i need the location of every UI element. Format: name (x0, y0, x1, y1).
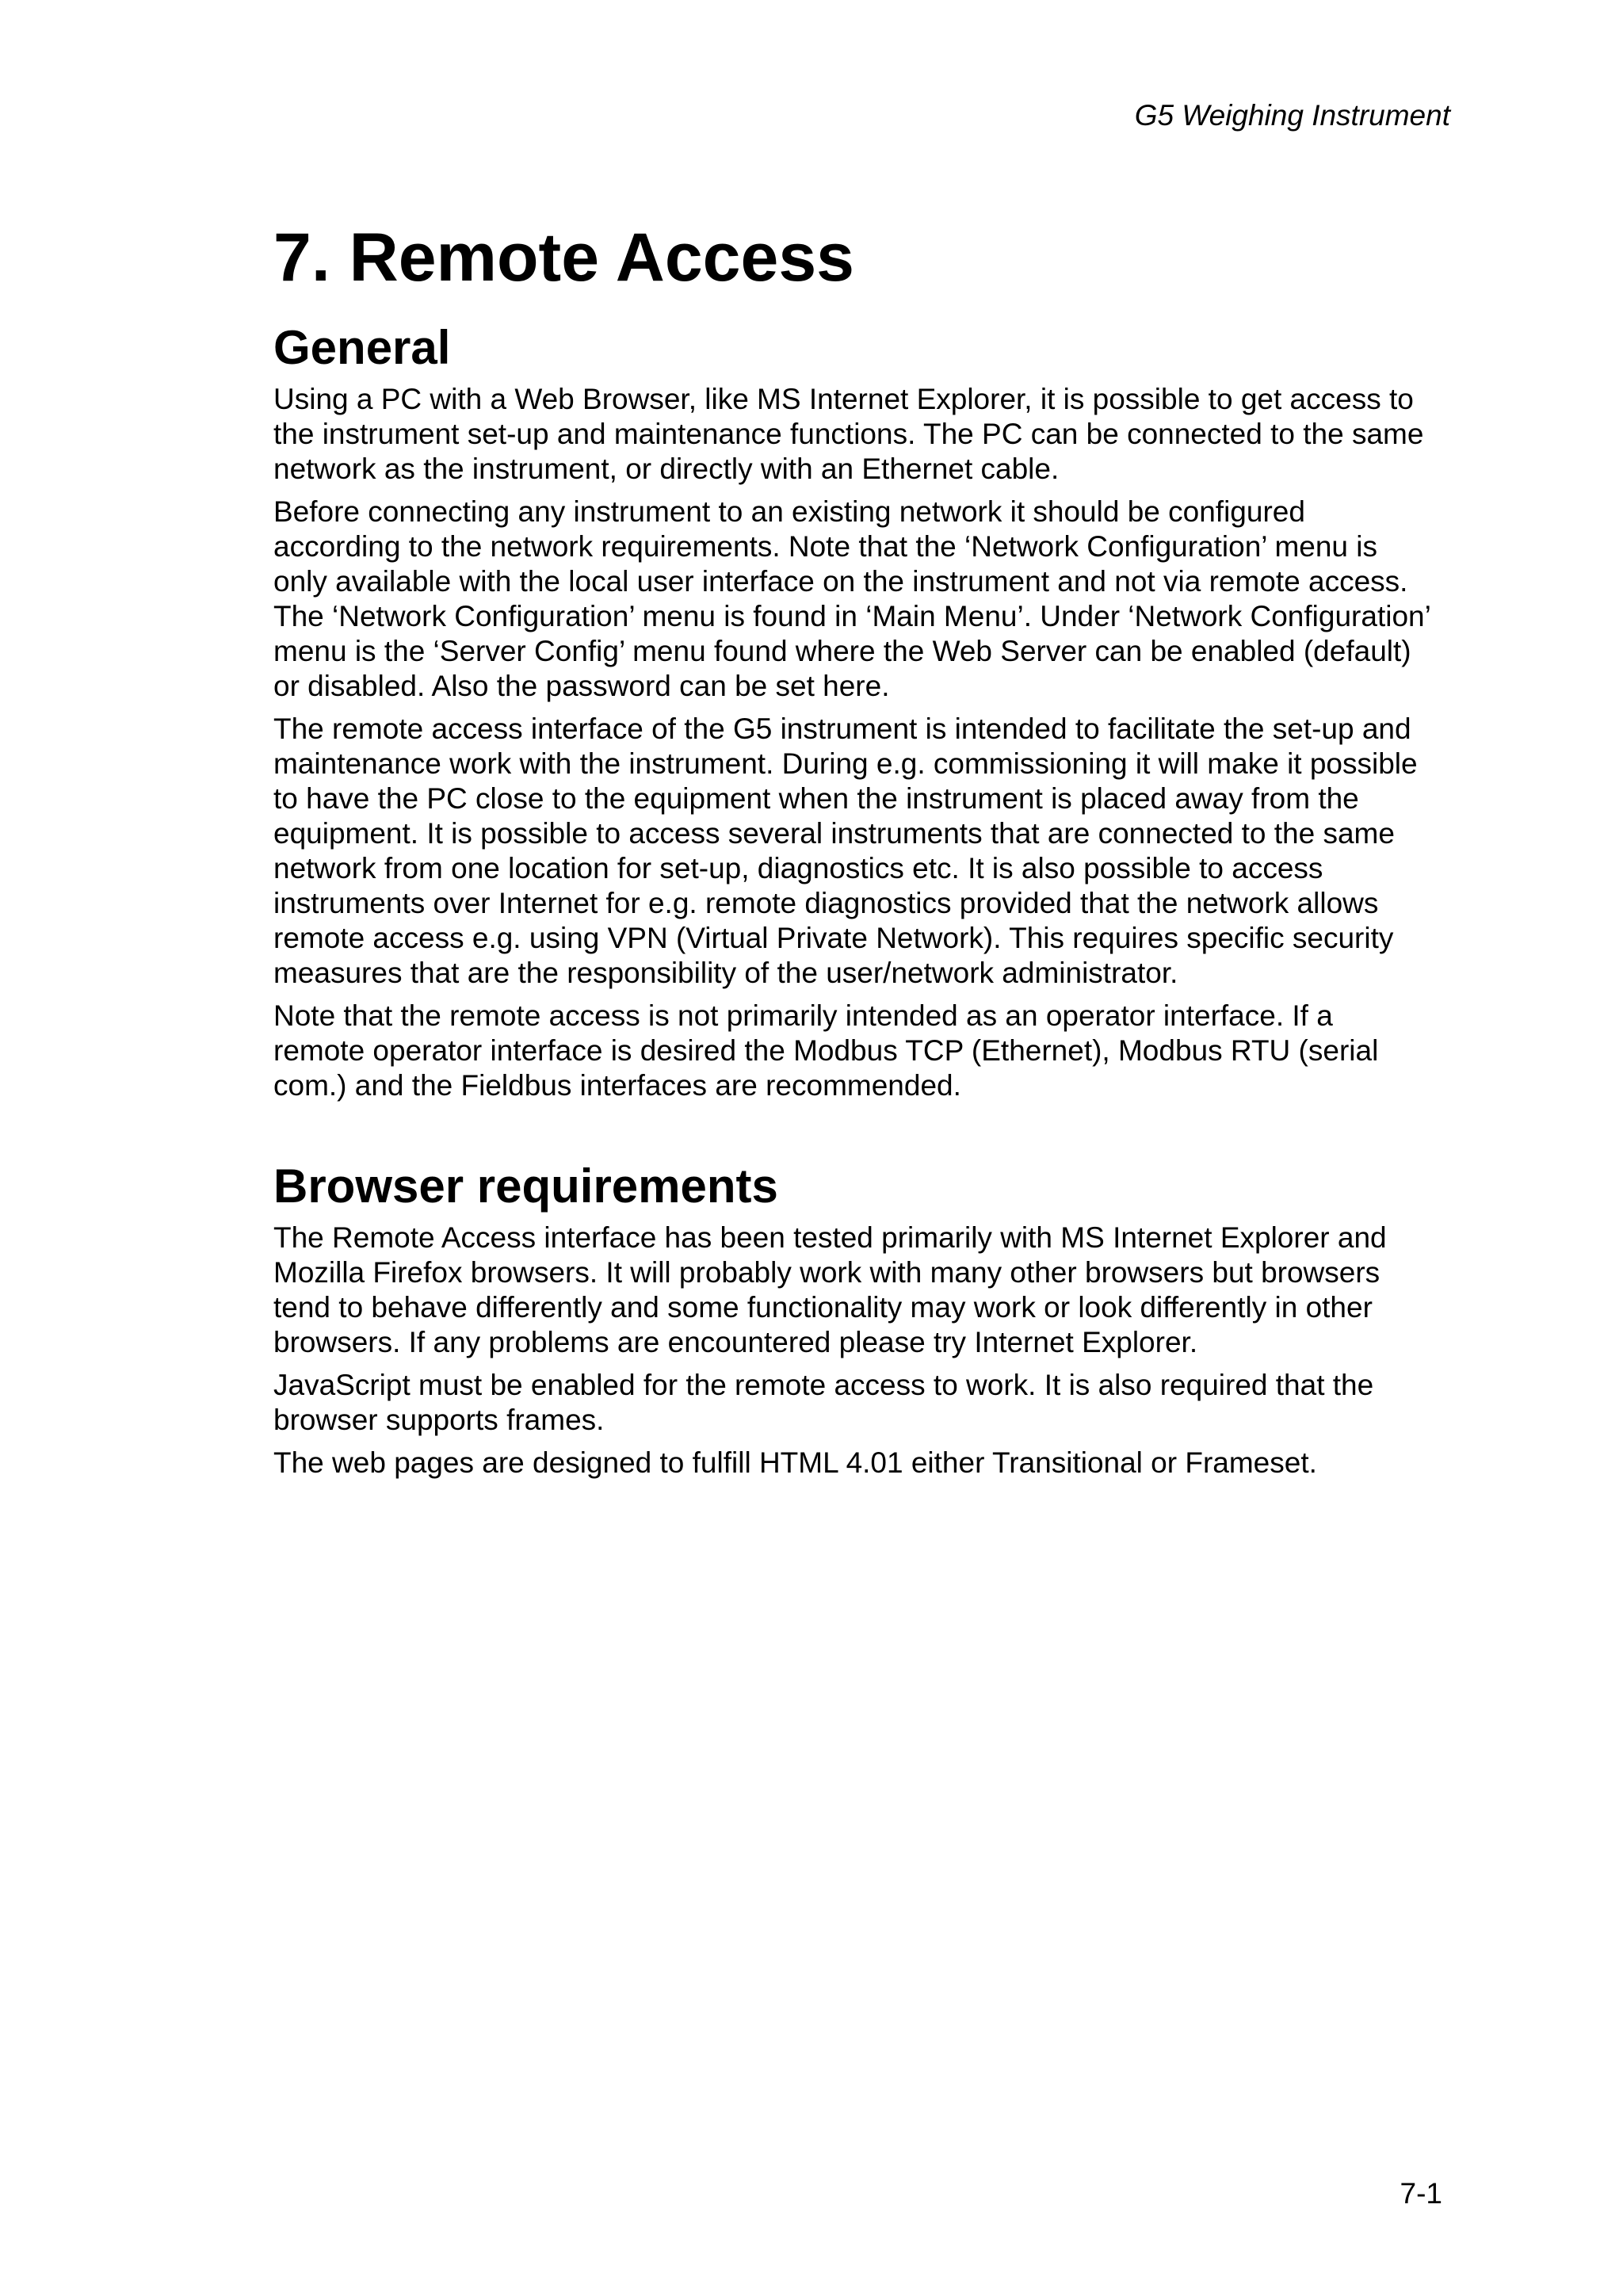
chapter-title: 7. Remote Access (273, 220, 854, 296)
running-header: G5 Weighing Instrument (1134, 99, 1450, 132)
page-number: 7-1 (1400, 2177, 1442, 2210)
paragraph: Using a PC with a Web Browser, like MS Internet Explorer, it is possible to get access to the instrument set-up and maintenance functions. The PC can be connected to the same network as the instrument, or directly with an Ethernet cable. (273, 383, 1424, 485)
section-heading-browser-requirements: Browser requirements (273, 1159, 778, 1213)
paragraph: The web pages are designed to fulfill HTML 4.01 either Transitional or Frameset. (273, 1446, 1317, 1479)
section-browser-requirements (273, 1159, 1430, 1480)
paragraph: The remote access interface of the G5 instrument is intended to facilitate the set-up and maintenance work with the instrument. During e.g. commissioning it will make it possible to have the PC close to the equipment when the instrument is placed away from the equipment. It is possible to access several instruments that are connected to the same network from one location for set-up, diagnostics etc. It is also possible to access instruments over Internet for e.g. remote diagnostics provided that the network allows remote access e.g. using VPN (Virtual Private Network). This requires specific security measures that are the responsibility of the user/network administrator. (273, 712, 1418, 989)
paragraph: The Remote Access interface has been tested primarily with MS Internet Explorer and Mozilla Firefox browsers. It will probably work with many other browsers but browsers tend to behave differently and some functionality may work or look differently in other browsers. If any problems are encountered please try Internet Explorer. (273, 1221, 1387, 1358)
paragraph: Before connecting any instrument to an existing network it should be configured according to the network requirements. Note that the ‘Network Configuration’ menu is only available with the local user interface on the instrument and not via remote access. The ‘Network Configuration’ menu is found in ‘Main Menu’. Under ‘Network Configuration’ menu is the ‘Server Config’ menu found where the Web Server can be enabled (default) or disabled. Also the password can be set here. (273, 495, 1430, 702)
section-heading-general: General (273, 321, 451, 374)
paragraph: Note that the remote access is not primarily intended as an operator interface. If a remote operator interface is desired the Modbus TCP (Ethernet), Modbus RTU (serial com.) and the Fieldbus interfaces are recommended. (273, 999, 1379, 1102)
page-content (273, 214, 1430, 1488)
paragraph: JavaScript must be enabled for the remote access to work. It is also required that the browser supports frames. (273, 1369, 1374, 1436)
section-general (273, 320, 1430, 1103)
